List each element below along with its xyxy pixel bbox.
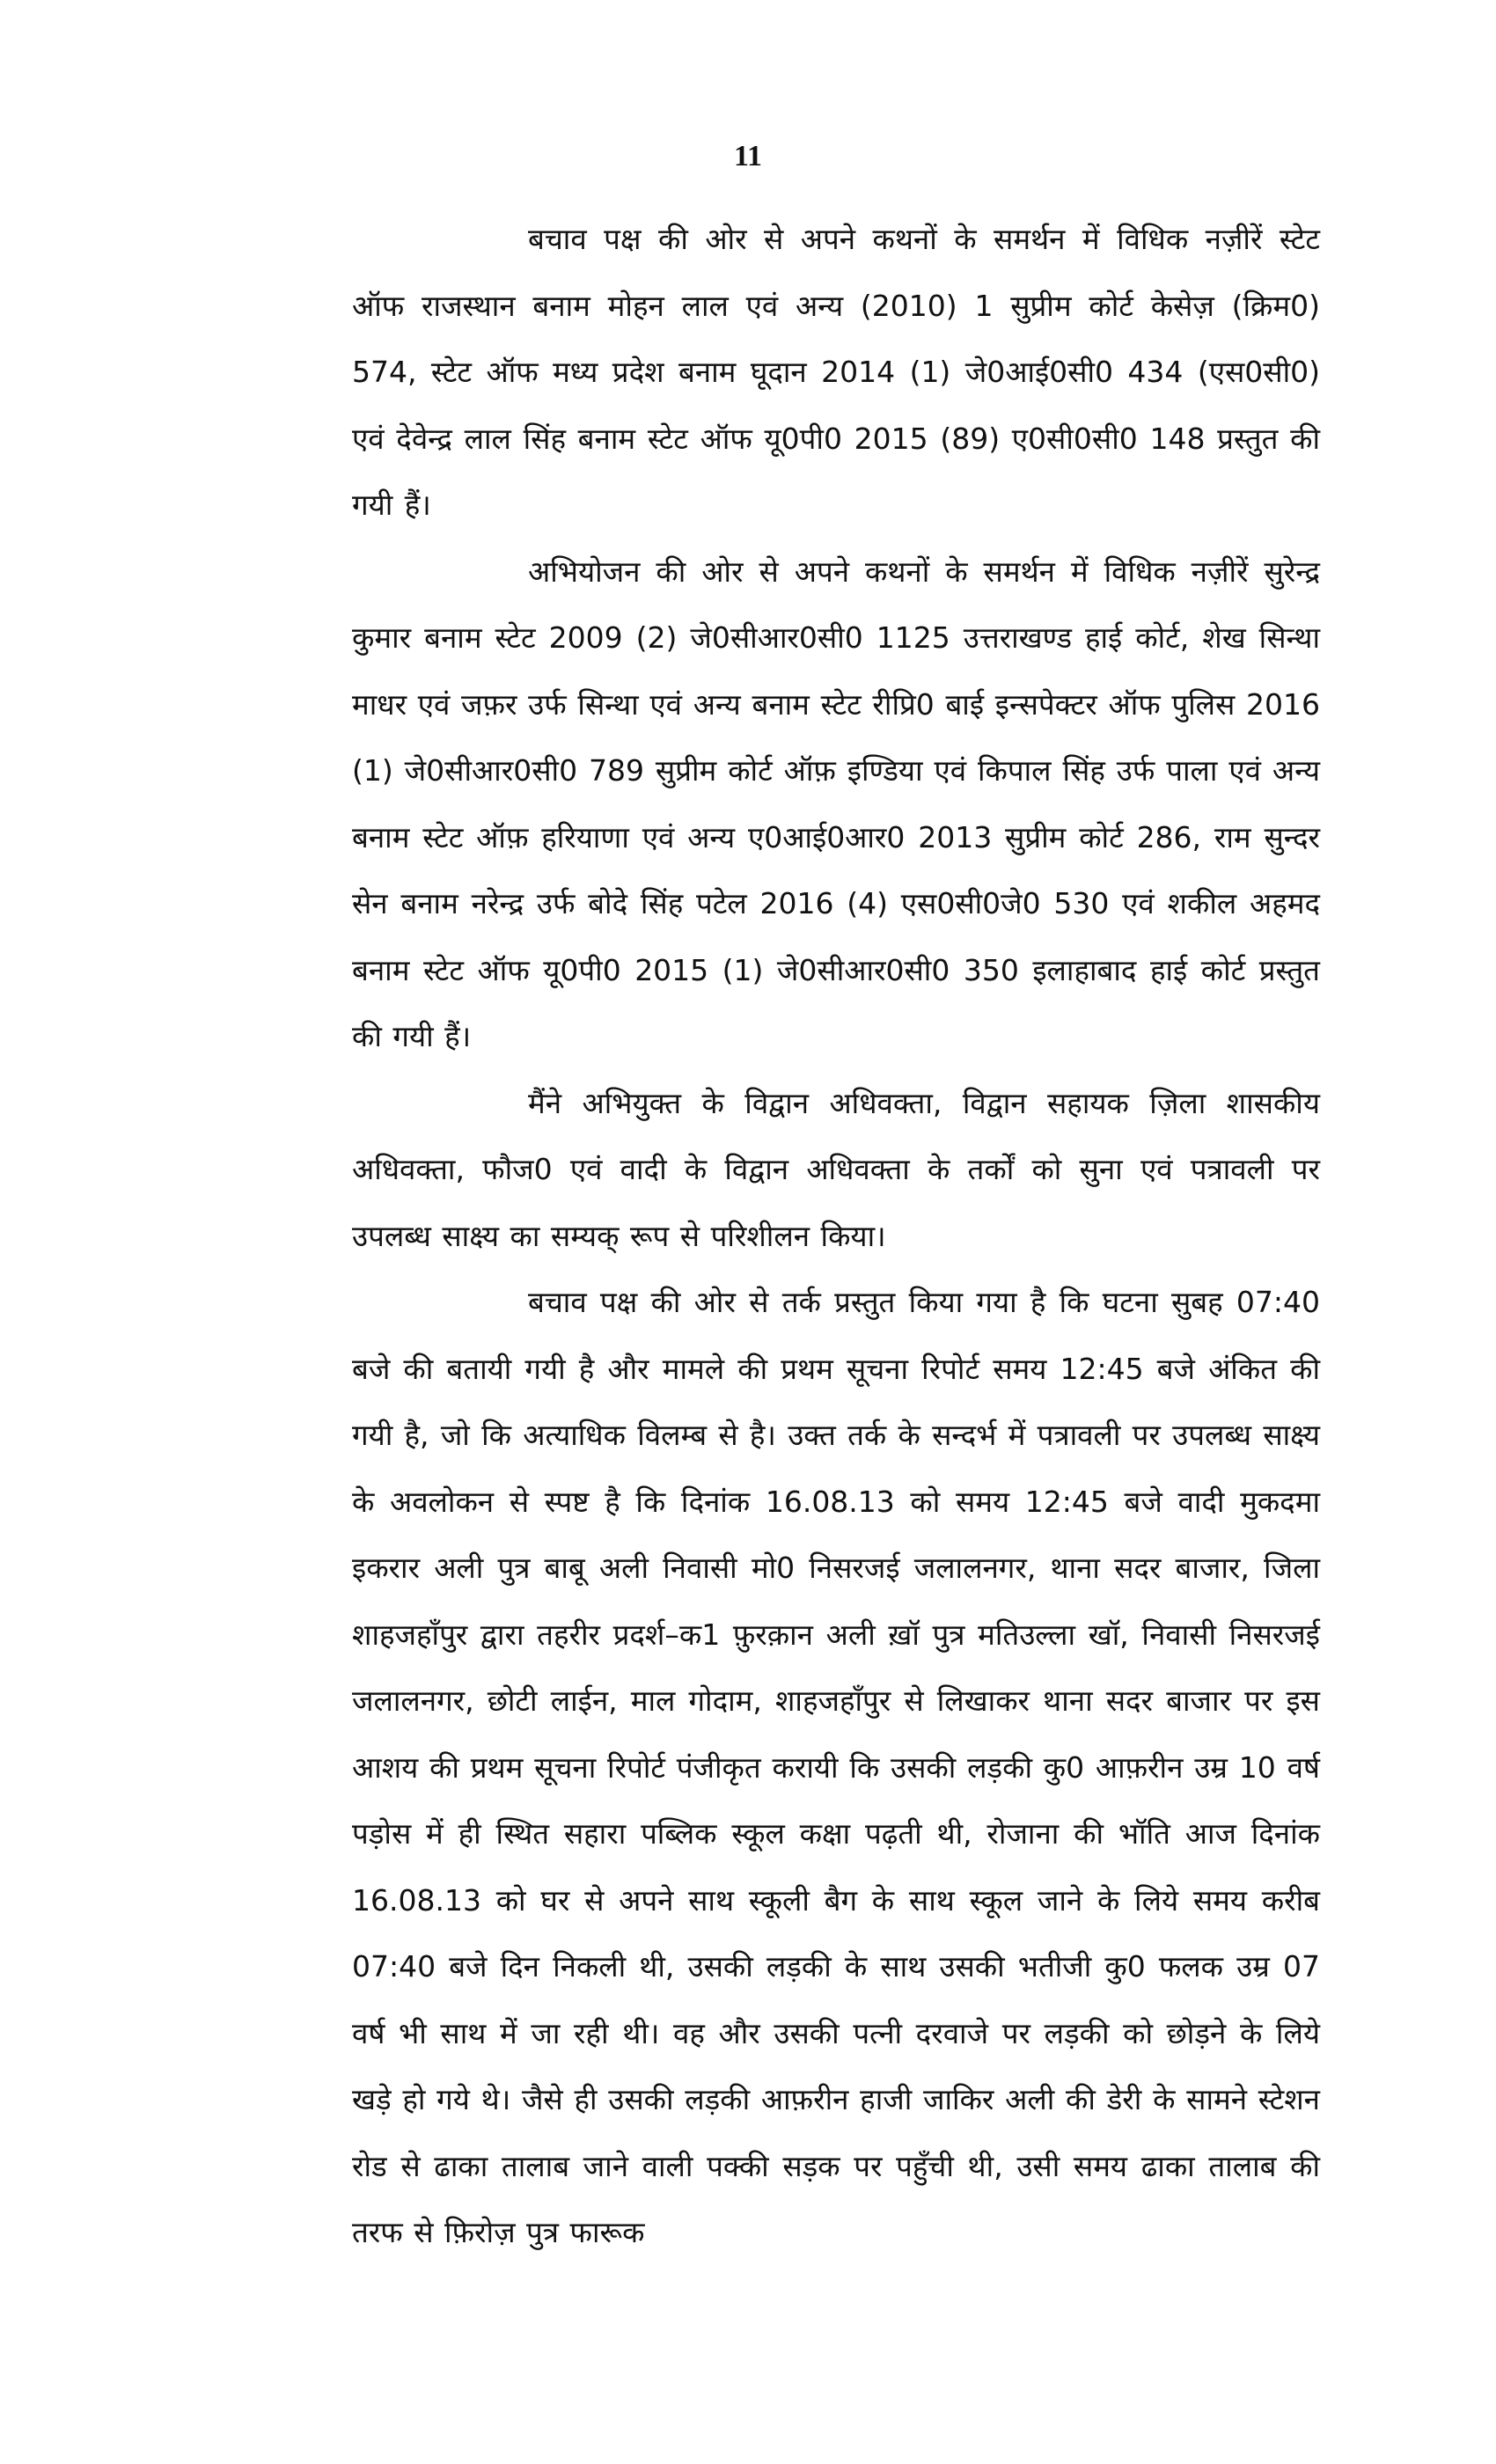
page-number: 11	[733, 140, 763, 172]
paragraph-delay-argument: बचाव पक्ष की ओर से तर्क प्रस्तुत किया गया है कि घटना सुबह 07:40 बजे की बतायी गयी है और मामले की प्रथम सूचना रिपोर्ट समय 12:45 बजे अंकित की गयी है, जो कि अत्याधिक विलम्ब से है। उक्त तर्क के सन्दर्भ में पत्रावली पर उपलब्ध साक्ष्य के अवलोकन से स्पष्ट है कि दिनांक 16.08.13 को समय 12:45 बजे वादी मुकदमा इकरार अली पुत्र बाबू अली निवासी मो0 निसरजई जलालनगर, थाना सदर बाजार, जिला शाहजहाँपुर द्वारा तहरीर प्रदर्श–क1 फ़ुरक़ान अली ख़ॉ पुत्र मतिउल्ला खॉ, निवासी निसरजई जलालनगर, छोटी लाईन, माल गोदाम, शाहजहाँपुर से लिखाकर थाना सदर बाजार पर इस आशय की प्रथम सूचना रिपोर्ट पंजीकृत करायी कि उसकी लड़की कु0 आफ़रीन उम्र 10 वर्ष पड़ोस में ही स्थित सहारा पब्लिक स्कूल कक्षा पढ़ती थी, रोजाना की भॉति आज दिनांक 16.08.13 को घर से अपने साथ स्कूली बैग के साथ स्कूल जाने के लिये समय करीब 07:40 बजे दिन निकली थी, उसकी लड़की के साथ उसकी भतीजी कु0 फलक उम्र 07 वर्ष भी साथ में जा रही थी। वह और उसकी पत्नी दरवाजे पर लड़की को छोड़ने के लिये खड़े हो गये थे। जैसे ही उसकी लड़की आफ़रीन हाजी जाकिर अली की डेरी के सामने स्टेशन रोड से ढाका तालाब जाने वाली पक्की सड़क पर पहुँची थी, उसी समय ढाका तालाब की तरफ से फ़िरोज़ पुत्र फारूक	[352, 1285, 1320, 2249]
paragraph-arguments-heard: मैंने अभियुक्त के विद्वान अधिवक्ता, विद्वान सहायक ज़िला शासकीय अधिवक्ता, फौज0 एवं वादी के विद्वान अधिवक्ता के तर्कों को सुना एवं पत्रावली पर उपलब्ध साक्ष्य का सम्यक् रूप से परिशीलन किया।	[352, 1085, 1320, 1253]
paragraph-defence-citations: बचाव पक्ष की ओर से अपने कथनों के समर्थन में विधिक नज़ीरें स्टेट ऑफ राजस्थान बनाम मोहन लाल एवं अन्य (2010) 1 सुप्रीम कोर्ट केसेज़ (क्रिम0) 574, स्टेट ऑफ मध्य प्रदेश बनाम घूदान 2014 (1) जे0आई0सी0 434 (एस0सी0) एवं देवेन्द्र लाल सिंह बनाम स्टेट ऑफ यू0पी0 2015 (89) ए0सी0सी0 148 प्रस्तुत की गयी हैं।	[352, 222, 1320, 522]
document-body	[352, 206, 1320, 2266]
paragraph-prosecution-citations: अभियोजन की ओर से अपने कथनों के समर्थन में विधिक नज़ीरें सुरेन्द्र कुमार बनाम स्टेट 2009 (2) जे0सीआर0सी0 1125 उत्तराखण्ड हाई कोर्ट, शेख सिन्था माधर एवं जफ़र उर्फ सिन्था एवं अन्य बनाम स्टेट रीप्रि0 बाई इन्सपेक्टर ऑफ पुलिस 2016 (1) जे0सीआर0सी0 789 सुप्रीम कोर्ट ऑफ़ इण्डिया एवं किपाल सिंह उर्फ पाला एवं अन्य बनाम स्टेट ऑफ़ हरियाणा एवं अन्य ए0आई0आर0 2013 सुप्रीम कोर्ट 286, राम सुन्दर सेन बनाम नरेन्द्र उर्फ बोदे सिंह पटेल 2016 (4) एस0सी0जे0 530 एवं शकील अहमद बनाम स्टेट ऑफ यू0पी0 2015 (1) जे0सीआर0सी0 350 इलाहाबाद हाई कोर्ट प्रस्तुत की गयी हैं।	[352, 554, 1320, 1053]
